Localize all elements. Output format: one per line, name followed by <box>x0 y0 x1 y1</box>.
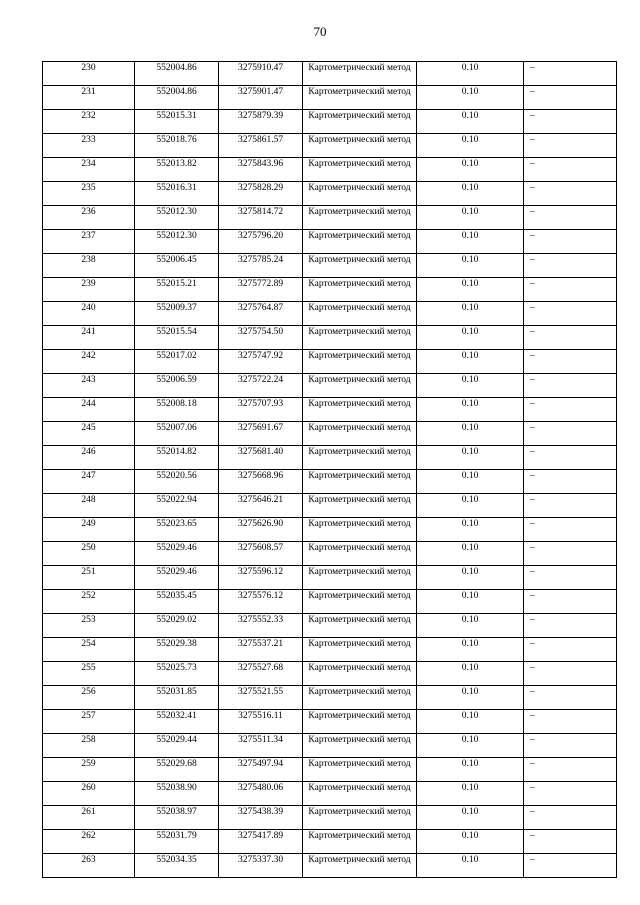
precision-cell: 0.10 <box>417 422 524 446</box>
note-cell: – <box>524 686 617 710</box>
y-coordinate-cell: 3275861.57 <box>219 134 303 158</box>
y-coordinate-cell: 3275438.39 <box>219 806 303 830</box>
precision-cell: 0.10 <box>417 758 524 782</box>
x-coordinate-cell: 552029.46 <box>135 542 219 566</box>
note-cell: – <box>524 422 617 446</box>
x-coordinate-cell: 552029.02 <box>135 614 219 638</box>
y-coordinate-cell: 3275516.11 <box>219 710 303 734</box>
y-coordinate-cell: 3275901.47 <box>219 86 303 110</box>
point-number-cell: 258 <box>43 734 135 758</box>
y-coordinate-cell: 3275337.30 <box>219 854 303 878</box>
table-row <box>43 686 617 710</box>
x-coordinate-cell: 552012.30 <box>135 230 219 254</box>
method-cell: Картометрический метод <box>303 110 417 134</box>
point-number-cell: 251 <box>43 566 135 590</box>
x-coordinate-cell: 552035.45 <box>135 590 219 614</box>
precision-cell: 0.10 <box>417 566 524 590</box>
precision-cell: 0.10 <box>417 734 524 758</box>
x-coordinate-cell: 552012.30 <box>135 206 219 230</box>
precision-cell: 0.10 <box>417 494 524 518</box>
x-coordinate-cell: 552015.31 <box>135 110 219 134</box>
method-cell: Картометрический метод <box>303 230 417 254</box>
precision-cell: 0.10 <box>417 110 524 134</box>
method-cell: Картометрический метод <box>303 494 417 518</box>
method-cell: Картометрический метод <box>303 302 417 326</box>
precision-cell: 0.10 <box>417 782 524 806</box>
precision-cell: 0.10 <box>417 182 524 206</box>
note-cell: – <box>524 62 617 86</box>
table-row <box>43 734 617 758</box>
x-coordinate-cell: 552031.85 <box>135 686 219 710</box>
precision-cell: 0.10 <box>417 590 524 614</box>
precision-cell: 0.10 <box>417 830 524 854</box>
table-row <box>43 398 617 422</box>
point-number-cell: 246 <box>43 446 135 470</box>
y-coordinate-cell: 3275626.90 <box>219 518 303 542</box>
x-coordinate-cell: 552007.06 <box>135 422 219 446</box>
point-number-cell: 253 <box>43 614 135 638</box>
x-coordinate-cell: 552022.94 <box>135 494 219 518</box>
y-coordinate-cell: 3275537.21 <box>219 638 303 662</box>
precision-cell: 0.10 <box>417 398 524 422</box>
note-cell: – <box>524 806 617 830</box>
method-cell: Картометрический метод <box>303 614 417 638</box>
table-row <box>43 542 617 566</box>
y-coordinate-cell: 3275668.96 <box>219 470 303 494</box>
point-number-cell: 250 <box>43 542 135 566</box>
table-row <box>43 182 617 206</box>
method-cell: Картометрический метод <box>303 398 417 422</box>
point-number-cell: 237 <box>43 230 135 254</box>
point-number-cell: 243 <box>43 374 135 398</box>
method-cell: Картометрический метод <box>303 134 417 158</box>
precision-cell: 0.10 <box>417 614 524 638</box>
method-cell: Картометрический метод <box>303 710 417 734</box>
precision-cell: 0.10 <box>417 230 524 254</box>
y-coordinate-cell: 3275691.67 <box>219 422 303 446</box>
point-number-cell: 238 <box>43 254 135 278</box>
table-row <box>43 446 617 470</box>
point-number-cell: 241 <box>43 326 135 350</box>
y-coordinate-cell: 3275497.94 <box>219 758 303 782</box>
point-number-cell: 230 <box>43 62 135 86</box>
table-row <box>43 230 617 254</box>
method-cell: Картометрический метод <box>303 518 417 542</box>
point-number-cell: 235 <box>43 182 135 206</box>
note-cell: – <box>524 590 617 614</box>
x-coordinate-cell: 552023.65 <box>135 518 219 542</box>
method-cell: Картометрический метод <box>303 254 417 278</box>
point-number-cell: 232 <box>43 110 135 134</box>
precision-cell: 0.10 <box>417 854 524 878</box>
table-row <box>43 254 617 278</box>
method-cell: Картометрический метод <box>303 374 417 398</box>
precision-cell: 0.10 <box>417 662 524 686</box>
y-coordinate-cell: 3275747.92 <box>219 350 303 374</box>
note-cell: – <box>524 542 617 566</box>
method-cell: Картометрический метод <box>303 350 417 374</box>
x-coordinate-cell: 552004.86 <box>135 62 219 86</box>
method-cell: Картометрический метод <box>303 86 417 110</box>
note-cell: – <box>524 518 617 542</box>
y-coordinate-cell: 3275796.20 <box>219 230 303 254</box>
note-cell: – <box>524 350 617 374</box>
precision-cell: 0.10 <box>417 158 524 182</box>
table-row <box>43 710 617 734</box>
point-number-cell: 257 <box>43 710 135 734</box>
x-coordinate-cell: 552034.35 <box>135 854 219 878</box>
precision-cell: 0.10 <box>417 638 524 662</box>
note-cell: – <box>524 398 617 422</box>
method-cell: Картометрический метод <box>303 446 417 470</box>
precision-cell: 0.10 <box>417 86 524 110</box>
method-cell: Картометрический метод <box>303 854 417 878</box>
precision-cell: 0.10 <box>417 350 524 374</box>
point-number-cell: 262 <box>43 830 135 854</box>
y-coordinate-cell: 3275511.34 <box>219 734 303 758</box>
coordinates-table <box>42 61 617 878</box>
point-number-cell: 259 <box>43 758 135 782</box>
note-cell: – <box>524 110 617 134</box>
method-cell: Картометрический метод <box>303 638 417 662</box>
point-number-cell: 263 <box>43 854 135 878</box>
note-cell: – <box>524 566 617 590</box>
y-coordinate-cell: 3275707.93 <box>219 398 303 422</box>
point-number-cell: 240 <box>43 302 135 326</box>
point-number-cell: 261 <box>43 806 135 830</box>
precision-cell: 0.10 <box>417 278 524 302</box>
note-cell: – <box>524 446 617 470</box>
y-coordinate-cell: 3275785.24 <box>219 254 303 278</box>
precision-cell: 0.10 <box>417 62 524 86</box>
method-cell: Картометрический метод <box>303 278 417 302</box>
note-cell: – <box>524 182 617 206</box>
point-number-cell: 234 <box>43 158 135 182</box>
x-coordinate-cell: 552029.44 <box>135 734 219 758</box>
method-cell: Картометрический метод <box>303 326 417 350</box>
note-cell: – <box>524 662 617 686</box>
x-coordinate-cell: 552008.18 <box>135 398 219 422</box>
x-coordinate-cell: 552017.02 <box>135 350 219 374</box>
table-row <box>43 662 617 686</box>
note-cell: – <box>524 86 617 110</box>
method-cell: Картометрический метод <box>303 206 417 230</box>
page-number: 70 <box>313 24 327 39</box>
note-cell: – <box>524 734 617 758</box>
precision-cell: 0.10 <box>417 446 524 470</box>
y-coordinate-cell: 3275521.55 <box>219 686 303 710</box>
x-coordinate-cell: 552015.54 <box>135 326 219 350</box>
note-cell: – <box>524 230 617 254</box>
y-coordinate-cell: 3275681.40 <box>219 446 303 470</box>
point-number-cell: 249 <box>43 518 135 542</box>
note-cell: – <box>524 854 617 878</box>
note-cell: – <box>524 782 617 806</box>
method-cell: Картометрический метод <box>303 806 417 830</box>
x-coordinate-cell: 552015.21 <box>135 278 219 302</box>
x-coordinate-cell: 552029.46 <box>135 566 219 590</box>
table-row <box>43 638 617 662</box>
y-coordinate-cell: 3275480.06 <box>219 782 303 806</box>
y-coordinate-cell: 3275552.33 <box>219 614 303 638</box>
table-row <box>43 134 617 158</box>
x-coordinate-cell: 552032.41 <box>135 710 219 734</box>
table-row <box>43 278 617 302</box>
precision-cell: 0.10 <box>417 542 524 566</box>
table-row <box>43 206 617 230</box>
y-coordinate-cell: 3275417.89 <box>219 830 303 854</box>
method-cell: Картометрический метод <box>303 422 417 446</box>
x-coordinate-cell: 552016.31 <box>135 182 219 206</box>
x-coordinate-cell: 552009.37 <box>135 302 219 326</box>
x-coordinate-cell: 552006.59 <box>135 374 219 398</box>
point-number-cell: 260 <box>43 782 135 806</box>
table-row <box>43 566 617 590</box>
table-row <box>43 158 617 182</box>
method-cell: Картометрический метод <box>303 158 417 182</box>
note-cell: – <box>524 638 617 662</box>
point-number-cell: 231 <box>43 86 135 110</box>
x-coordinate-cell: 552018.76 <box>135 134 219 158</box>
x-coordinate-cell: 552013.82 <box>135 158 219 182</box>
y-coordinate-cell: 3275608.57 <box>219 542 303 566</box>
x-coordinate-cell: 552038.97 <box>135 806 219 830</box>
point-number-cell: 247 <box>43 470 135 494</box>
table-row <box>43 518 617 542</box>
note-cell: – <box>524 302 617 326</box>
note-cell: – <box>524 134 617 158</box>
table-row <box>43 86 617 110</box>
y-coordinate-cell: 3275596.12 <box>219 566 303 590</box>
method-cell: Картометрический метод <box>303 782 417 806</box>
note-cell: – <box>524 758 617 782</box>
table-row <box>43 830 617 854</box>
x-coordinate-cell: 552029.68 <box>135 758 219 782</box>
point-number-cell: 244 <box>43 398 135 422</box>
note-cell: – <box>524 158 617 182</box>
note-cell: – <box>524 710 617 734</box>
y-coordinate-cell: 3275814.72 <box>219 206 303 230</box>
note-cell: – <box>524 470 617 494</box>
y-coordinate-cell: 3275879.39 <box>219 110 303 134</box>
y-coordinate-cell: 3275843.96 <box>219 158 303 182</box>
table-row <box>43 326 617 350</box>
x-coordinate-cell: 552038.90 <box>135 782 219 806</box>
x-coordinate-cell: 552004.86 <box>135 86 219 110</box>
precision-cell: 0.10 <box>417 326 524 350</box>
method-cell: Картометрический метод <box>303 542 417 566</box>
method-cell: Картометрический метод <box>303 662 417 686</box>
table-row <box>43 854 617 878</box>
precision-cell: 0.10 <box>417 254 524 278</box>
point-number-cell: 233 <box>43 134 135 158</box>
method-cell: Картометрический метод <box>303 830 417 854</box>
y-coordinate-cell: 3275828.29 <box>219 182 303 206</box>
y-coordinate-cell: 3275527.68 <box>219 662 303 686</box>
method-cell: Картометрический метод <box>303 590 417 614</box>
method-cell: Картометрический метод <box>303 758 417 782</box>
point-number-cell: 245 <box>43 422 135 446</box>
note-cell: – <box>524 278 617 302</box>
y-coordinate-cell: 3275910.47 <box>219 62 303 86</box>
precision-cell: 0.10 <box>417 518 524 542</box>
precision-cell: 0.10 <box>417 470 524 494</box>
table-row <box>43 590 617 614</box>
precision-cell: 0.10 <box>417 686 524 710</box>
precision-cell: 0.10 <box>417 710 524 734</box>
precision-cell: 0.10 <box>417 806 524 830</box>
table-row <box>43 62 617 86</box>
table-row <box>43 782 617 806</box>
method-cell: Картометрический метод <box>303 182 417 206</box>
point-number-cell: 236 <box>43 206 135 230</box>
y-coordinate-cell: 3275764.87 <box>219 302 303 326</box>
x-coordinate-cell: 552031.79 <box>135 830 219 854</box>
x-coordinate-cell: 552006.45 <box>135 254 219 278</box>
point-number-cell: 252 <box>43 590 135 614</box>
method-cell: Картометрический метод <box>303 686 417 710</box>
table-row <box>43 110 617 134</box>
precision-cell: 0.10 <box>417 302 524 326</box>
table-row <box>43 494 617 518</box>
table-row <box>43 806 617 830</box>
x-coordinate-cell: 552025.73 <box>135 662 219 686</box>
note-cell: – <box>524 614 617 638</box>
y-coordinate-cell: 3275722.24 <box>219 374 303 398</box>
note-cell: – <box>524 206 617 230</box>
point-number-cell: 248 <box>43 494 135 518</box>
note-cell: – <box>524 374 617 398</box>
y-coordinate-cell: 3275646.21 <box>219 494 303 518</box>
point-number-cell: 256 <box>43 686 135 710</box>
coordinates-table-body <box>43 62 617 878</box>
note-cell: – <box>524 494 617 518</box>
method-cell: Картометрический метод <box>303 566 417 590</box>
table-row <box>43 758 617 782</box>
table-row <box>43 422 617 446</box>
precision-cell: 0.10 <box>417 374 524 398</box>
note-cell: – <box>524 254 617 278</box>
y-coordinate-cell: 3275576.12 <box>219 590 303 614</box>
y-coordinate-cell: 3275754.50 <box>219 326 303 350</box>
table-row <box>43 350 617 374</box>
note-cell: – <box>524 326 617 350</box>
precision-cell: 0.10 <box>417 134 524 158</box>
table-row <box>43 470 617 494</box>
point-number-cell: 254 <box>43 638 135 662</box>
note-cell: – <box>524 830 617 854</box>
method-cell: Картометрический метод <box>303 734 417 758</box>
x-coordinate-cell: 552014.82 <box>135 446 219 470</box>
x-coordinate-cell: 552020.56 <box>135 470 219 494</box>
table-row <box>43 614 617 638</box>
table-row <box>43 302 617 326</box>
table-row <box>43 374 617 398</box>
x-coordinate-cell: 552029.38 <box>135 638 219 662</box>
point-number-cell: 242 <box>43 350 135 374</box>
y-coordinate-cell: 3275772.89 <box>219 278 303 302</box>
method-cell: Картометрический метод <box>303 62 417 86</box>
point-number-cell: 239 <box>43 278 135 302</box>
precision-cell: 0.10 <box>417 206 524 230</box>
point-number-cell: 255 <box>43 662 135 686</box>
method-cell: Картометрический метод <box>303 470 417 494</box>
